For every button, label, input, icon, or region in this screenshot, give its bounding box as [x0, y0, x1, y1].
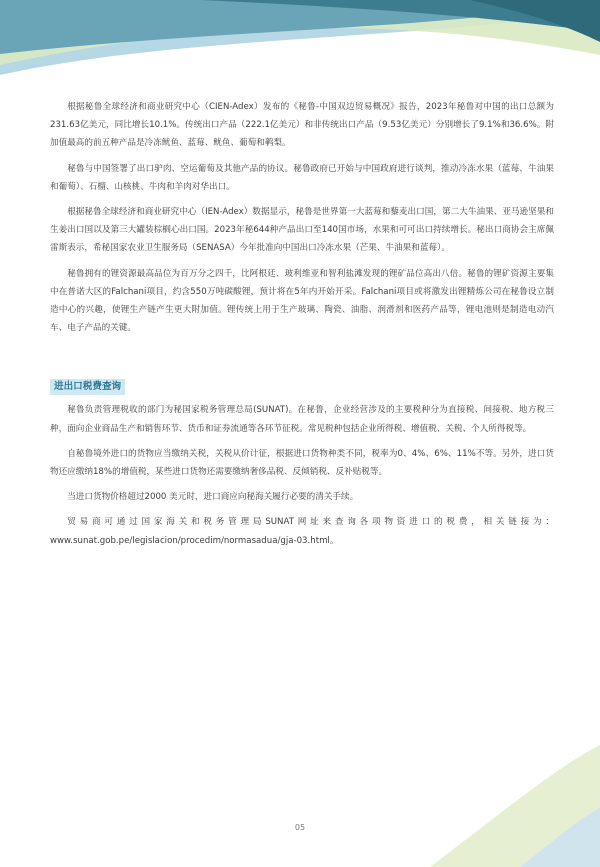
paragraph: 贸易商可通过国家海关和税务管理局SUNAT网址来查询各项物资进口的税费，相关链接为：www.sunat.gob.pe/legislacion/procedim/normasadua/gja-03.html。: [50, 517, 554, 546]
bottom-right-blue-wave: [520, 808, 600, 867]
paragraph: 根据秘鲁全球经济和商业研究中心（IEN-Adex）数据显示，秘鲁是世界第一大蓝莓和藜麦出口国，第二大牛油果、亚马逊坚果和生姜出口国以及第三大罐装棕榈心出口国。2023年秘644种产品出口至140国市场，水果和可可出口持续增长。秘出口商协会主席佩雷斯表示，希秘国家农业卫生服务局（SENASA）今年批准向中国出口冷冻水果（芒果、牛油果和蓝莓）。: [50, 207, 554, 254]
top-wave-light-green: [0, 0, 600, 65]
paragraph: 秘鲁拥有的锂资源最高品位为百万分之四千，比阿根廷、玻利维亚和智利盐滩发现的锂矿品位高出八倍。秘鲁的锂矿资源主要集中在普诺大区的Falchani项目，约含550万吨碳酸锂，预计将在5年内开始开采。Falchani项目或将激发出锂精炼公司在秘鲁设立制造中心的兴趣，使锂生产链产生更大附加值。锂传统上用于生产玻璃、陶瓷、油脂、润滑剂和医药产品等，锂电池则是制造电动汽车、电子产品的关键。: [50, 268, 554, 334]
paragraph: 秘鲁与中国签署了出口驴肉、空运葡萄及其他产品的协议。秘鲁政府已开始与中国政府进行谈判，推动冷冻水果（蓝莓、牛油果和葡萄）、石榴、山核桃、牛肉和羊肉对华出口。: [50, 163, 554, 192]
top-wave-light-blue: [0, 0, 600, 75]
paragraph: 根据秘鲁全球经济和商业研究中心（CIEN-Adex）发布的《秘鲁-中国双边贸易概况》报告，2023年秘鲁对中国的出口总额为231.63亿美元，同比增长10.1%。传统出口产品（222.1亿美元）和非传统出口产品（9.53亿美元）分别增长了9.1%和36.6%。附加值最高的前五种产品是冷冻鱿鱼、蓝莓、鱿鱼、葡萄和鹌梨。: [50, 102, 554, 149]
paragraph: 自秘鲁境外进口的货物应当缴纳关税，关税从价计征，根据进口货物种类不同，税率为0、4%、6%、11%不等。另外，进口货物还应缴纳18%的增值税，某些进口货物还需要缴纳奢侈品税、反倾销税、反补贴税等。: [50, 448, 554, 478]
section-title: 进出口税费查询: [50, 379, 125, 395]
page-number: 05: [294, 823, 306, 832]
paragraph: 秘鲁负责管理税收的部门为秘国家税务管理总局(SUNAT)。在秘鲁，企业经营涉及的主要税种分为直接税、间接税、地方税三种，面向企业商品生产和销售环节、货币和证券流通等各环节征税。常见税种包括企业所得税、增值税、关税、个人所得税等。: [50, 405, 554, 434]
main-content: [50, 98, 554, 557]
top-wave-teal: [0, 0, 600, 54]
paragraph: 当进口货物价格超过2000 美元时，进口商应向秘海关履行必要的清关手续。: [67, 492, 359, 503]
top-wave-dark-teal: [200, 0, 600, 32]
top-right-dark-corner: [470, 0, 600, 42]
bottom-right-green-wave: [430, 745, 600, 867]
